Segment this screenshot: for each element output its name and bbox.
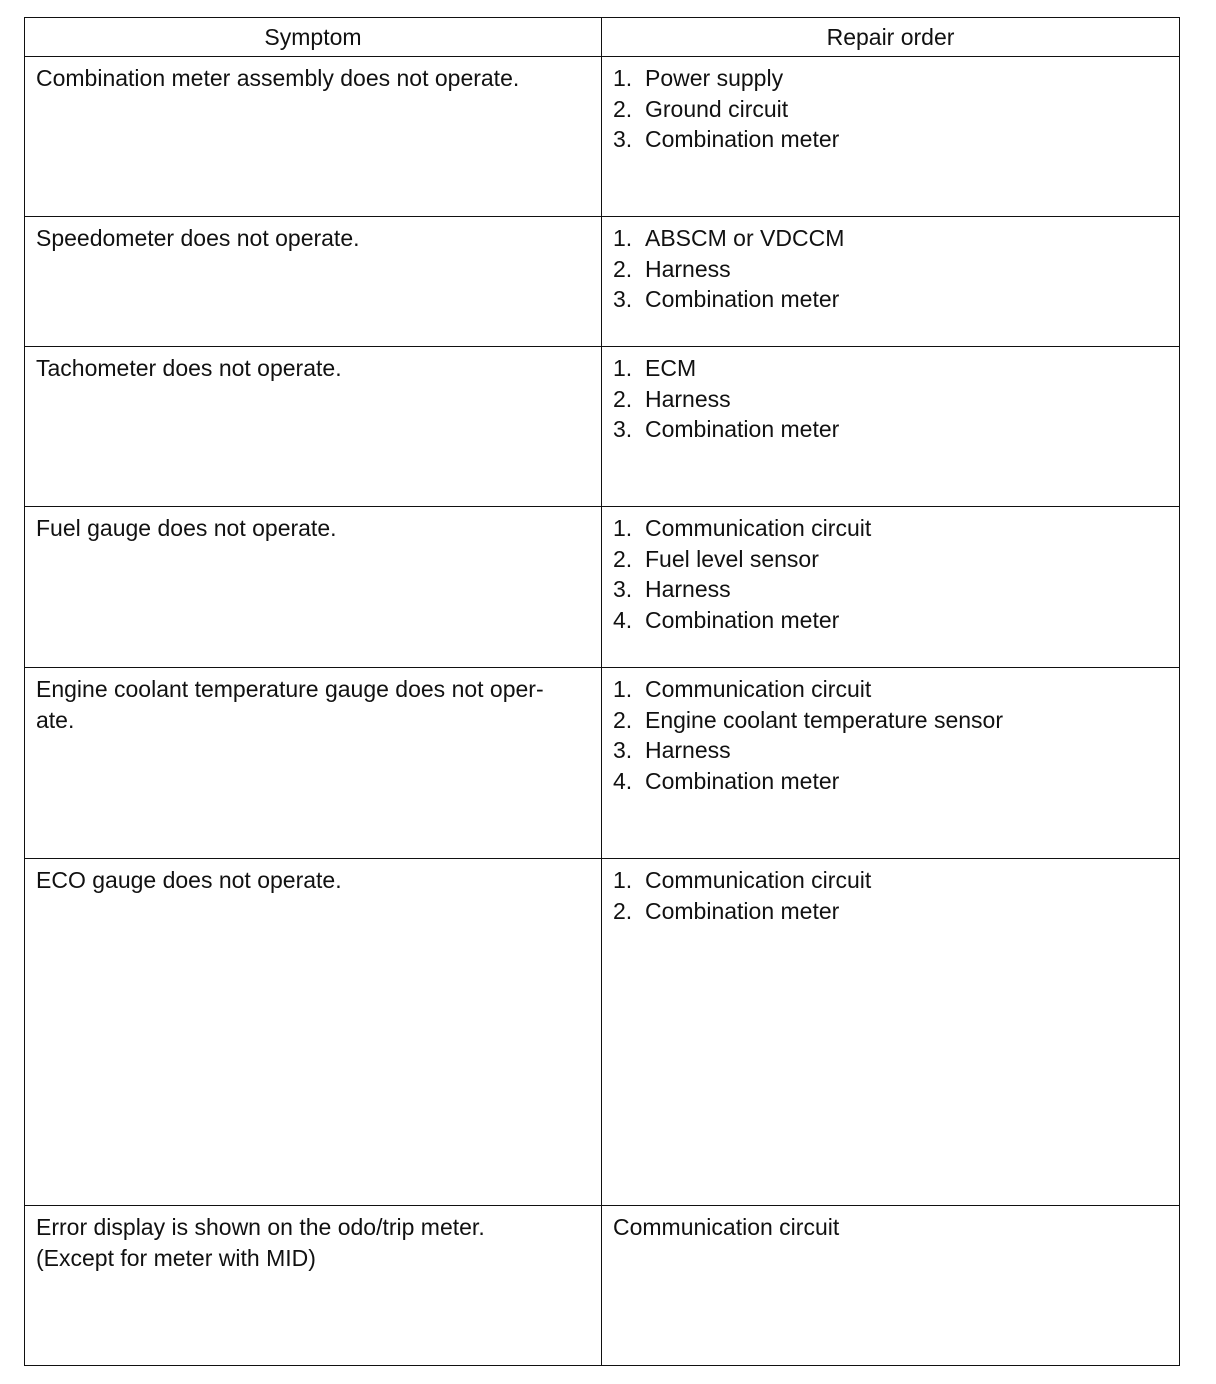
repair-step	[613, 705, 1169, 736]
symptom-cell	[25, 347, 602, 507]
step-number: 2.	[613, 545, 633, 572]
step-number: 1.	[613, 225, 633, 251]
step-number: 3.	[613, 416, 633, 442]
step-number: 2.	[613, 95, 633, 122]
symptom-cell	[25, 57, 602, 217]
table-row	[25, 1206, 1180, 1366]
repair-step	[613, 865, 1169, 896]
symptom-text: Tachometer does not operate.	[36, 355, 342, 381]
table-row	[25, 668, 1180, 859]
repair-step	[613, 513, 1169, 544]
repair-cell	[602, 859, 1180, 1206]
symptom-repair-table	[24, 17, 1180, 1366]
step-text: Combination meter	[645, 416, 840, 442]
header-repair-order: Repair order	[602, 18, 1180, 57]
step-text: Harness	[645, 576, 731, 602]
repair-step	[613, 223, 1169, 254]
repair-step	[613, 414, 1169, 445]
repair-step	[613, 63, 1169, 94]
step-text: Harness	[645, 737, 731, 763]
table-row	[25, 57, 1180, 217]
step-text: Combination meter	[645, 286, 840, 312]
repair-step	[613, 735, 1169, 766]
symptom-cell	[25, 1206, 602, 1366]
step-number: 3.	[613, 286, 633, 312]
repair-cell	[602, 1206, 1180, 1366]
step-number: 2.	[613, 897, 633, 924]
step-text: Harness	[645, 255, 731, 282]
symptom-text: Fuel gauge does not operate.	[36, 515, 337, 541]
symptom-text: Error display is shown on the odo/trip meter.	[36, 1214, 485, 1240]
symptom-cell	[25, 507, 602, 668]
repair-step	[613, 766, 1169, 797]
repair-step	[613, 544, 1169, 575]
step-number: 2.	[613, 706, 633, 733]
repair-step	[613, 384, 1169, 415]
table-row	[25, 859, 1180, 1206]
step-number: 3.	[613, 737, 633, 763]
repair-step	[613, 94, 1169, 125]
symptom-text: ECO gauge does not operate.	[36, 867, 342, 893]
repair-cell	[602, 347, 1180, 507]
repair-step	[613, 896, 1169, 927]
step-text: Combination meter	[645, 606, 840, 633]
table-row	[25, 507, 1180, 668]
step-text: Ground circuit	[645, 95, 789, 122]
step-number: 3.	[613, 126, 633, 152]
step-text: Communication circuit	[645, 867, 872, 893]
table-row	[25, 347, 1180, 507]
step-text: Communication circuit	[645, 676, 872, 702]
symptom-text: Engine coolant temperature gauge does not oper-	[36, 676, 544, 702]
symptom-text: Speedometer does not operate.	[36, 225, 360, 251]
symptom-cell	[25, 668, 602, 859]
step-number: 1.	[613, 65, 633, 91]
repair-step	[613, 124, 1169, 155]
step-number: 1.	[613, 676, 633, 702]
repair-cell	[602, 57, 1180, 217]
repair-cell	[602, 217, 1180, 347]
repair-step	[613, 574, 1169, 605]
step-number: 2.	[613, 255, 633, 282]
step-text: Power supply	[645, 65, 784, 91]
repair-step	[613, 254, 1169, 285]
step-number: 1.	[613, 867, 633, 893]
table-row	[25, 217, 1180, 347]
step-text: ECM	[645, 355, 697, 381]
repair-cell	[602, 507, 1180, 668]
step-text: Combination meter	[645, 767, 840, 794]
repair-step	[613, 674, 1169, 705]
step-number: 4.	[613, 767, 633, 794]
symptom-text: Combination meter assembly does not operate.	[36, 65, 520, 91]
repair-step	[613, 284, 1169, 315]
step-number: 1.	[613, 515, 633, 541]
repair-step	[613, 605, 1169, 636]
repair-step	[613, 353, 1169, 384]
step-number: 2.	[613, 385, 633, 412]
symptom-text: ate.	[36, 706, 75, 733]
header-symptom: Symptom	[25, 18, 602, 57]
step-text: Engine coolant temperature sensor	[645, 706, 1003, 733]
step-number: 4.	[613, 606, 633, 633]
step-text: Combination meter	[645, 897, 840, 924]
header-row	[25, 18, 1180, 57]
symptom-cell	[25, 859, 602, 1206]
step-text: ABSCM or VDCCM	[645, 225, 845, 251]
step-number: 3.	[613, 576, 633, 602]
step-text: Combination meter	[645, 126, 840, 152]
step-text: Fuel level sensor	[645, 545, 819, 572]
step-number: 1.	[613, 355, 633, 381]
repair-text: Communication circuit	[613, 1214, 840, 1240]
repair-cell	[602, 668, 1180, 859]
step-text: Harness	[645, 385, 731, 412]
step-text: Communication circuit	[645, 515, 872, 541]
symptom-cell	[25, 217, 602, 347]
symptom-text: (Except for meter with MID)	[36, 1244, 316, 1271]
